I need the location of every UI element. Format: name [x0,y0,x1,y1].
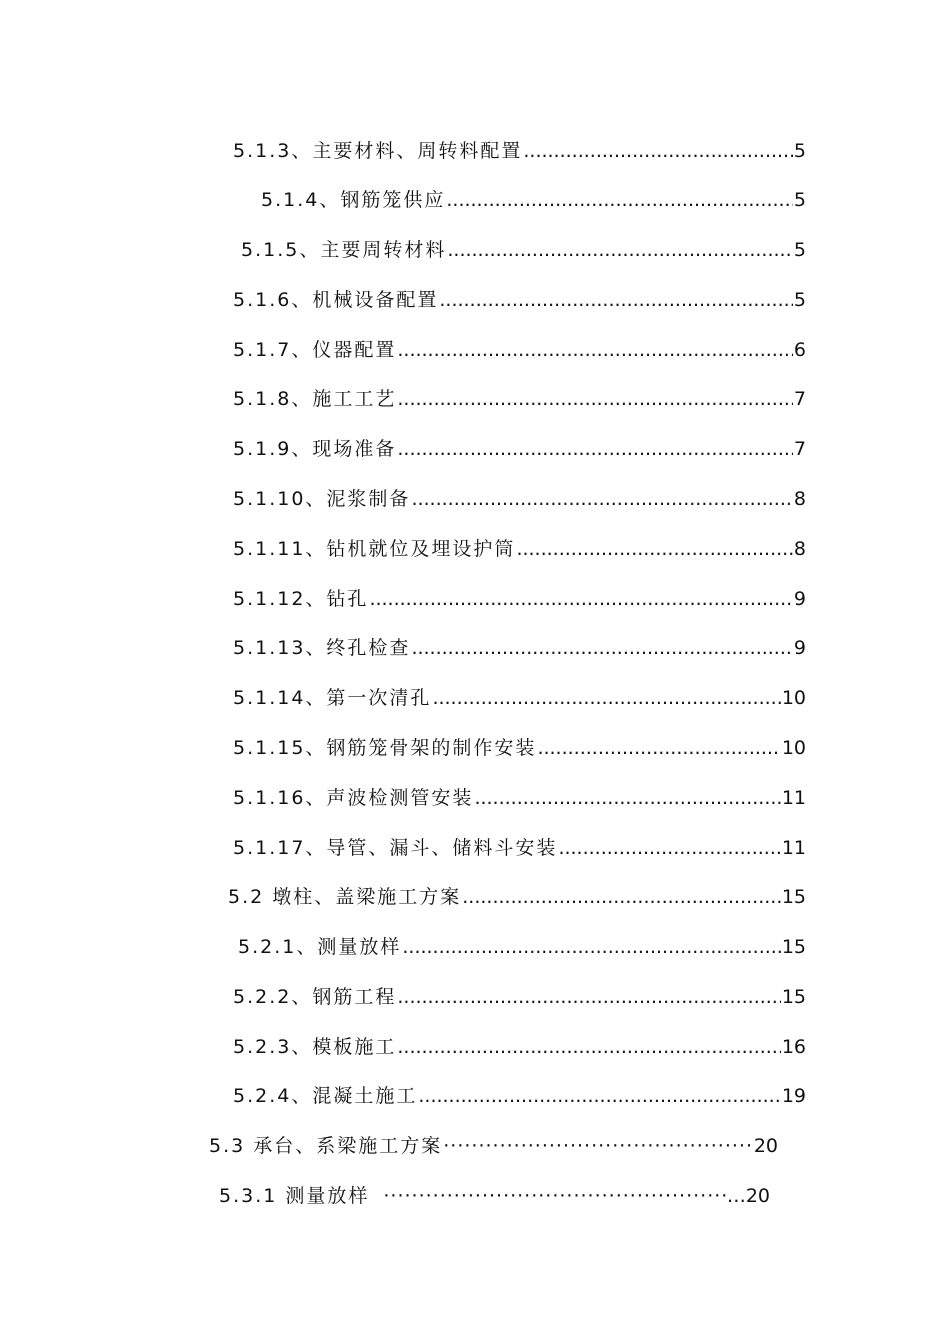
toc-entry-label: 5.1.16、声波检测管安装 [233,787,474,809]
toc-leader-dots [474,783,780,813]
toc-entry-label: 5.2.4、混凝土施工 [233,1085,418,1107]
toc-leader-dots [446,185,793,215]
toc-entry-page: 5 [793,189,806,211]
toc-entry-label: 5.1.15、钢筋笼骨架的制作安装 [233,737,537,759]
toc-entry-5-1-6[interactable] [233,285,806,315]
toc-leader-dots [418,1081,780,1111]
toc-leader-dots [411,484,792,514]
toc-entry-5-2[interactable] [228,882,806,912]
toc-leader-dots [558,833,780,863]
toc-entry-label: 5.1.8、施工工艺 [233,388,397,410]
toc-leader-dots [402,932,780,962]
toc-entry-5-3-1[interactable] [219,1181,770,1211]
toc-leader-dots [397,335,793,365]
toc-entry-page: 7 [793,438,806,460]
toc-entry-5-1-15[interactable] [233,733,806,763]
toc-leader-dots [432,683,780,713]
toc-entry-5-1-7[interactable] [233,335,806,365]
toc-entry-page: 5 [793,140,806,162]
toc-entry-5-2-4[interactable] [233,1081,806,1111]
toc-entry-5-1-8[interactable] [233,384,806,414]
toc-entry-page: 15 [781,886,806,908]
toc-entry-label: 5.1.9、现场准备 [233,438,397,460]
toc-entry-label: 5.1.13、终孔检查 [233,637,411,659]
toc-entry-5-2-2[interactable] [233,982,806,1012]
toc-leader-dots [397,384,793,414]
toc-entry-label: 5.1.14、第一次清孔 [233,687,432,709]
toc-entry-5-1-17[interactable] [233,833,806,863]
toc-entry-label: 5.2.2、钢筋工程 [233,986,397,1008]
toc-leader-dots [439,285,793,315]
toc-entry-5-1-12[interactable] [233,584,806,614]
toc-entry-page: 10 [781,687,806,709]
toc-entry-page: 8 [793,488,806,510]
toc-entry-page: 5 [793,239,806,261]
toc-entry-5-1-11[interactable] [233,534,806,564]
toc-entry-5-2-1[interactable] [238,932,806,962]
toc-entry-label: 5.1.7、仪器配置 [233,339,397,361]
toc-entry-label: 5.1.11、钻机就位及埋设护筒 [233,538,516,560]
toc-entry-label: 5.1.17、导管、漏斗、储料斗安装 [233,837,558,859]
toc-entry-page: 15 [781,986,806,1008]
toc-entry-label: 5.3 承台、系梁施工方案 [209,1135,443,1157]
toc-entry-5-1-13[interactable] [233,633,806,663]
toc-leader-dots [369,584,792,614]
toc-entry-label: 5.1.12、钻孔 [233,588,369,610]
toc-entry-page: 11 [781,837,806,859]
toc-entry-page: 15 [781,936,806,958]
toc-entry-page: …20 [726,1185,770,1207]
toc-entry-5-1-14[interactable] [233,683,806,713]
toc-entry-label: 5.1.6、机械设备配置 [233,289,439,311]
toc-entry-label: 5.2.3、模板施工 [233,1036,397,1058]
toc-entry-page: 16 [781,1036,806,1058]
toc-entry-label: 5.3.1 测量放样 [219,1185,370,1207]
toc-entry-page: 9 [793,637,806,659]
toc-entry-5-1-4[interactable] [261,185,806,215]
toc-entry-page: 11 [781,787,806,809]
toc-entry-page: 20 [753,1135,778,1157]
toc-entry-page: 5 [793,289,806,311]
toc-entry-page: 9 [793,588,806,610]
toc-leader-dots [411,633,792,663]
toc-entry-5-1-9[interactable] [233,434,806,464]
toc-entry-5-1-5[interactable] [241,235,806,265]
toc-entry-label: 5.1.5、主要周转材料 [241,239,447,261]
toc-leader-dots [397,982,780,1012]
toc-entry-5-1-3[interactable] [233,136,806,166]
toc-entry-page: 6 [793,339,806,361]
toc-leader-dots [447,235,793,265]
toc-entry-label: 5.1.4、钢筋笼供应 [261,189,446,211]
toc-entry-page: 7 [793,388,806,410]
toc-leader-dots [537,733,780,763]
toc-entry-5-3[interactable] [209,1131,778,1161]
toc-leader-dots [383,1181,725,1211]
toc-leader-dots [397,434,793,464]
toc-entry-page: 19 [781,1085,806,1107]
toc-entry-label: 5.1.10、泥浆制备 [233,488,411,510]
toc-entry-label: 5.2 墩柱、盖梁施工方案 [228,886,462,908]
toc-leader-dots [523,136,793,166]
toc-entry-label: 5.1.3、主要材料、周转料配置 [233,140,523,162]
toc-leader-dots [397,1032,780,1062]
toc-leader-dots [443,1131,753,1161]
toc-leader-dots [516,534,792,564]
toc-entry-5-1-16[interactable] [233,783,806,813]
toc-entry-label: 5.2.1、测量放样 [238,936,402,958]
toc-entry-page: 10 [781,737,806,759]
toc-leader-dots [462,882,781,912]
toc-entry-page: 8 [793,538,806,560]
toc-entry-5-2-3[interactable] [233,1032,806,1062]
toc-entry-5-1-10[interactable] [233,484,806,514]
